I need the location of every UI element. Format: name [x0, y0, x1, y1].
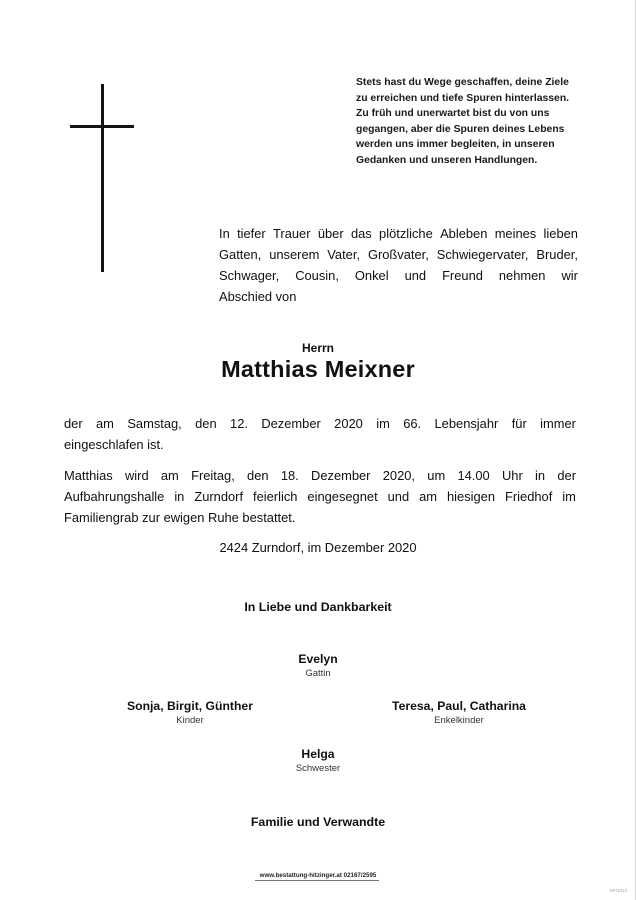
justified-line [219, 265, 578, 286]
quote-line: Stets hast du Wege geschaffen, deine Ziele [356, 77, 569, 88]
word: wir [561, 268, 578, 283]
word: Freitag, [191, 468, 235, 483]
word: Lebensjahr [434, 416, 499, 431]
word: Gatten, [219, 247, 262, 262]
word: den [195, 416, 217, 431]
word: der [64, 416, 83, 431]
death-paragraph [64, 413, 576, 455]
word: das [350, 226, 372, 241]
word: am [419, 489, 438, 504]
word: Ableben [440, 226, 488, 241]
mourner-children [70, 698, 310, 727]
word: lieben [543, 226, 578, 241]
paragraph-last-line: Familiengrab zur ewigen Ruhe bestattet. [64, 510, 296, 525]
word: den [247, 468, 269, 483]
word: nehmen [498, 268, 546, 283]
mourner-relation: Enkelkinder [434, 715, 484, 726]
word: Freund [442, 268, 483, 283]
word: wird [124, 468, 149, 483]
family-line: Familie und Verwandte [250, 815, 386, 829]
mourner-name: Helga [301, 747, 335, 761]
word: 18. [280, 468, 299, 483]
word: Onkel [354, 268, 389, 283]
justified-line [219, 223, 578, 244]
justified-line [64, 465, 576, 486]
word: im [562, 489, 576, 504]
word: und [404, 268, 427, 283]
word: 2020 [334, 416, 363, 431]
word: Zurndorf [194, 489, 244, 504]
intro-paragraph [219, 223, 578, 307]
mourner-name: Teresa, Paul, Catharina [392, 699, 526, 713]
quote-line: gegangen, aber die Spuren deines Lebens [356, 123, 565, 135]
word: eingesegnet [307, 489, 378, 504]
mourner-relation: Schwester [295, 763, 341, 774]
funeral-home-contact: www.bestattung-hitzinger.at 02167/2595 [259, 872, 377, 879]
word: Vater, [327, 247, 361, 262]
word: Dezember [311, 468, 371, 483]
word: meines [494, 226, 537, 241]
word: Schwager, [219, 268, 280, 283]
mourner-sibling [198, 746, 438, 775]
word: 14.00 [457, 468, 490, 483]
word: tiefer [237, 226, 266, 241]
funeral-paragraph [64, 465, 576, 528]
word: Matthias [64, 468, 113, 483]
word: Trauer [273, 226, 311, 241]
cross-symbol-vertical [101, 84, 104, 272]
mourner-relation: Kinder [176, 715, 204, 726]
word: 12. [230, 416, 248, 431]
word: Aufbahrungshalle [64, 489, 165, 504]
quote-line: Gedanken und unseren Handlungen. [356, 154, 538, 166]
quote-line: zu erreichen und tiefe Spuren hinterlassen. [356, 92, 570, 104]
paragraph-last-line: Abschied von [219, 289, 297, 304]
justified-line [64, 413, 576, 434]
word: Uhr [502, 468, 523, 483]
word: Großvater, [367, 247, 429, 262]
word: Dezember [261, 416, 321, 431]
place-date: 2424 Zurndorf, im Dezember 2020 [219, 540, 417, 555]
cross-symbol-horizontal [70, 125, 134, 128]
justified-line [64, 486, 576, 507]
paragraph-last-line: eingeschlafen ist. [64, 437, 164, 452]
word: für [511, 416, 527, 431]
word: 66. [403, 416, 422, 431]
template-code: OF/1012 [609, 888, 627, 893]
word: in [535, 468, 546, 483]
mourner-grandchildren [339, 698, 579, 727]
word: am [96, 416, 114, 431]
quote-line: werden uns immer begleiten, in unseren [356, 139, 555, 151]
word: und [387, 489, 410, 504]
quote-line: Zu früh und unerwartet bist du von uns [356, 108, 550, 120]
word: in [174, 489, 185, 504]
memorial-quote [356, 75, 606, 169]
word: immer [540, 416, 576, 431]
word: Friedhof [505, 489, 553, 504]
word: über [317, 226, 344, 241]
word: feierlich [253, 489, 298, 504]
word: 2020, [382, 468, 416, 483]
closing-line: In Liebe und Dankbarkeit [244, 600, 392, 614]
mourner-relation: Gattin [305, 668, 331, 679]
mourner-name: Sonja, Birgit, Günther [127, 699, 253, 713]
deceased-name: Matthias Meixner [221, 356, 415, 382]
salutation: Herrn [301, 341, 334, 355]
word: unserem [269, 247, 320, 262]
word: hiesigen [447, 489, 496, 504]
word: Samstag, [127, 416, 182, 431]
word: der [557, 468, 576, 483]
footer-divider [255, 880, 379, 881]
word: am [160, 468, 179, 483]
word: um [427, 468, 446, 483]
word: Cousin, [295, 268, 339, 283]
mourner-spouse [198, 651, 438, 680]
mourner-name: Evelyn [298, 652, 338, 666]
word: Bruder, [536, 247, 578, 262]
word: im [376, 416, 390, 431]
word: Schwiegervater, [436, 247, 529, 262]
word: In [219, 226, 230, 241]
word: plötzliche [379, 226, 433, 241]
justified-line [219, 244, 578, 265]
